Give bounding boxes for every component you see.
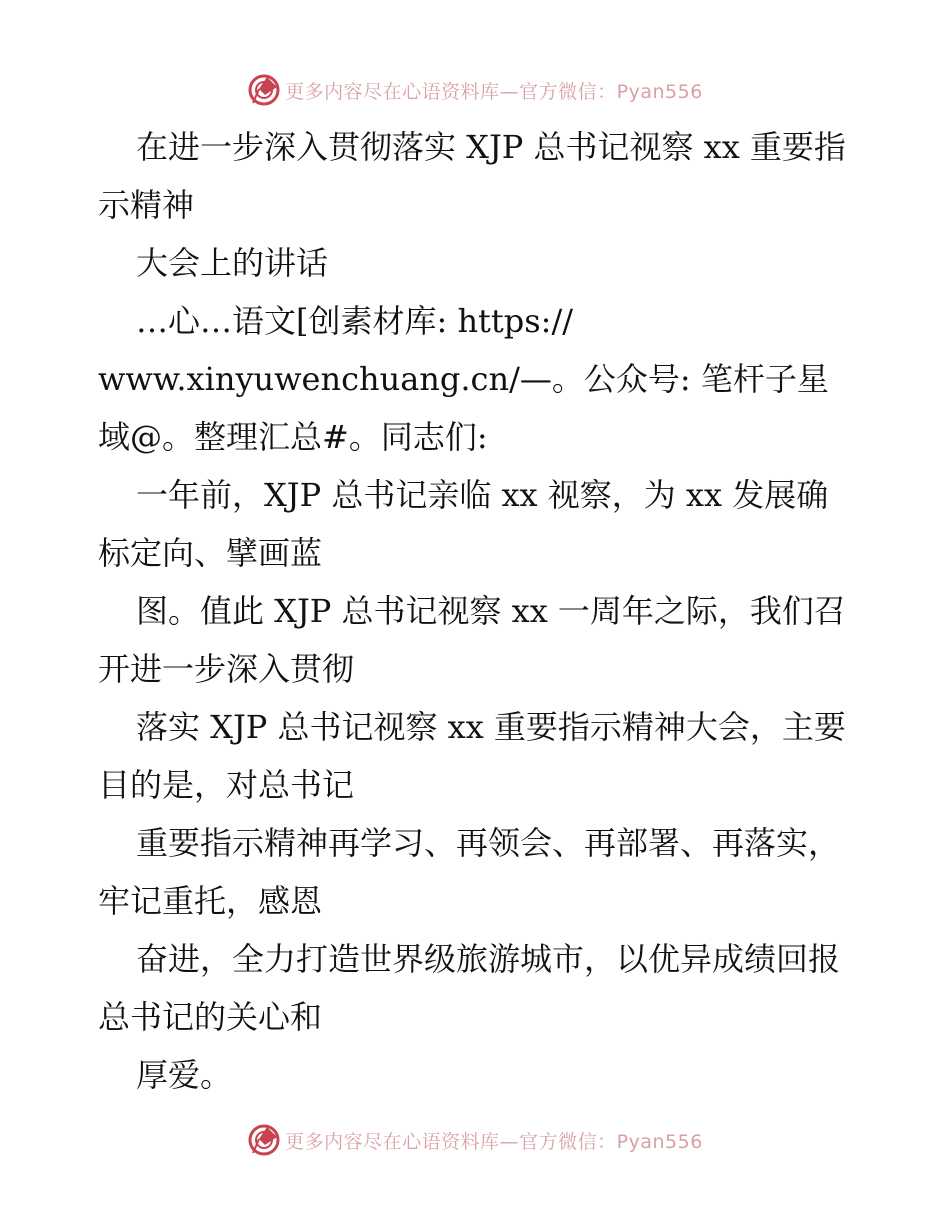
quill-circle-logo-icon: [247, 73, 281, 107]
footer-banner-text: 更多内容尽在心语资料库—官方微信：Pyan556: [285, 1130, 703, 1153]
quill-circle-logo-icon: [247, 1123, 281, 1157]
document-paragraph: 大会上的讲话: [136, 244, 329, 282]
footer-banner: [0, 1120, 950, 1160]
document-paragraph: 厚爱。: [136, 1056, 233, 1094]
document-paragraph: 图。值此 XJP 总书记视察 xx 一周年之际，我们召开进一步深入贯彻: [98, 592, 846, 688]
document-body: [98, 118, 858, 1104]
document-paragraph: 奋进，全力打造世界级旅游城市，以优异成绩回报总书记的关心和: [98, 940, 841, 1036]
document-paragraph: 落实 XJP 总书记视察 xx 重要指示精神大会，主要目的是，对总书记: [98, 708, 846, 804]
document-paragraph: 在进一步深入贯彻落实 XJP 总书记视察 xx 重要指示精神: [98, 128, 846, 224]
document-paragraph: …心…语文[创素材库: https:// www.xinyuwenchuang.cn/—。公众号: 笔杆子星域@。整理汇总#。同志们:: [98, 302, 829, 456]
document-paragraph: 重要指示精神再学习、再领会、再部署、再落实，牢记重托，感恩: [98, 824, 841, 920]
header-banner-text: 更多内容尽在心语资料库—官方微信：Pyan556: [285, 80, 703, 103]
document-paragraph: 一年前，XJP 总书记亲临 xx 视察，为 xx 发展确标定向、擘画蓝: [98, 476, 829, 572]
header-banner: [0, 70, 950, 110]
